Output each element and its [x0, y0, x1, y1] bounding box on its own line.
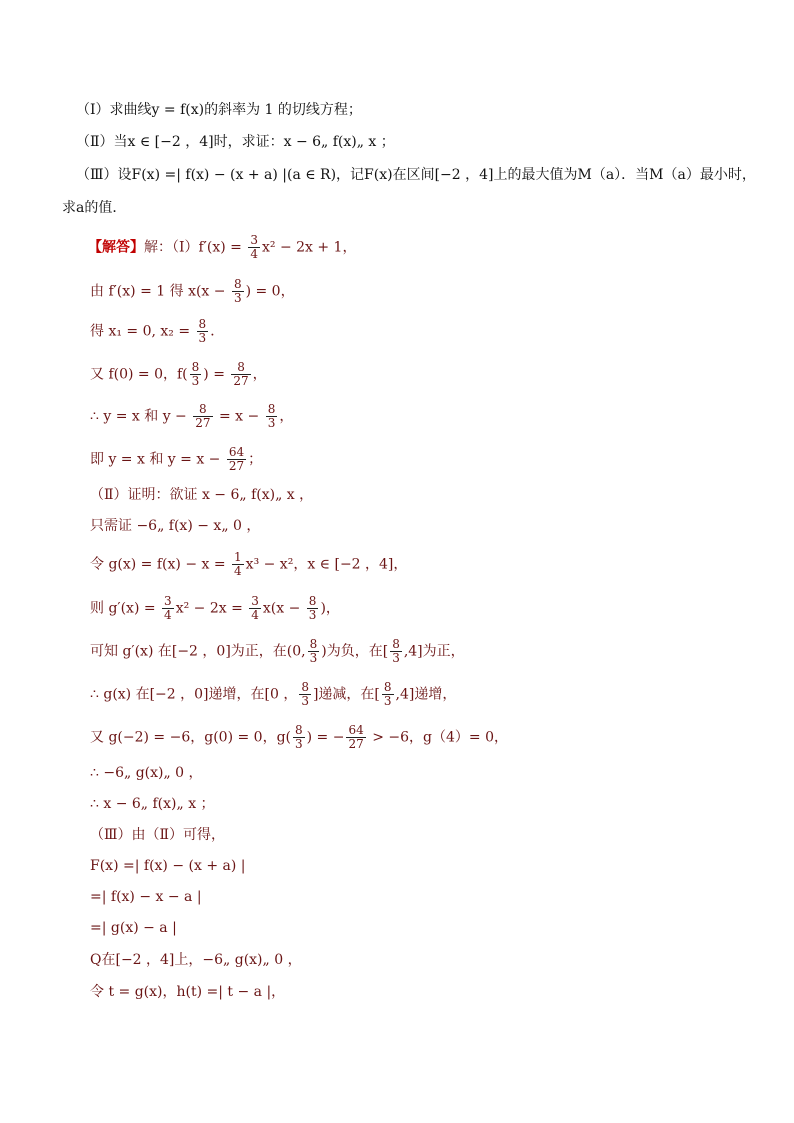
answer-line-12 [90, 681, 456, 708]
numerator: 8 [231, 361, 250, 375]
answer-text: ]递减，在[ [312, 686, 380, 703]
denominator: 4 [234, 564, 242, 578]
numerator: 3 [251, 594, 259, 608]
fraction [227, 446, 246, 473]
answer-line-13 [90, 724, 508, 751]
fraction [390, 638, 402, 665]
answer-line-14: ∴ −6„ g(x)„ 0 ， [90, 765, 203, 781]
numerator: 64 [348, 723, 364, 737]
answer-text: ． [210, 323, 225, 340]
fraction [307, 595, 319, 622]
numerator: 8 [191, 360, 200, 374]
numerator: 8 [308, 594, 317, 608]
fraction [162, 595, 174, 622]
answer-text: x² − 2x = [175, 600, 248, 617]
denominator: 27 [233, 374, 249, 388]
answer-line-3 [90, 318, 224, 345]
fraction [231, 361, 250, 388]
fraction [232, 551, 244, 578]
fraction [382, 681, 394, 708]
denominator: 27 [348, 737, 364, 751]
answer-text: ) = − [306, 729, 345, 746]
answer-text: 解：（Ⅰ）f′(x) = [144, 239, 247, 256]
answer-line-8: 只需证 −6„ f(x) − x„ 0 ， [90, 518, 261, 534]
answer-text: = x − [214, 408, 264, 425]
numerator: 8 [301, 680, 309, 694]
numerator: 8 [233, 277, 242, 291]
answer-text: ∴ g(x) 在[−2 ，0]递增，在[0 ， [90, 686, 298, 703]
denominator: 3 [308, 608, 317, 622]
answer-line-18: =| f(x) − x − a | [90, 889, 202, 905]
answer-text: 令 g(x) = f(x) − x = [90, 556, 231, 573]
answer-text: 由 f′(x) = 1 得 x(x − [90, 283, 230, 300]
answer-text: ) = [203, 366, 230, 383]
fraction [190, 361, 202, 388]
denominator: 3 [309, 651, 318, 665]
question-part-1: （Ⅰ）求曲线y = f(x)的斜率为 1 的切线方程； [76, 102, 362, 118]
denominator: 3 [301, 694, 309, 708]
answer-line-6 [90, 446, 262, 473]
answer-text: 又 g(−2) = −6，g(0) = 0，g( [90, 729, 291, 746]
fraction [193, 403, 212, 430]
denominator: 3 [191, 374, 200, 388]
denominator: 4 [250, 247, 258, 261]
fraction [293, 724, 305, 751]
answer-text: ； [248, 451, 263, 468]
denominator: 3 [383, 694, 392, 708]
answer-text: > −6，g（4）= 0， [367, 729, 508, 746]
numerator: 8 [198, 317, 207, 331]
denominator: 3 [392, 651, 400, 665]
question-part-2: （Ⅱ）当x ∈ [−2 ，4]时，求证：x − 6„ f(x)„ x ； [76, 134, 395, 150]
answer-line-2 [90, 278, 295, 305]
answer-text: 又 f(0) = 0，f( [90, 366, 188, 383]
answer-text: 得 x₁ = 0, x₂ = [90, 323, 195, 340]
numerator: 8 [383, 680, 392, 694]
numerator: 8 [193, 403, 212, 417]
answer-text: ) = 0， [245, 283, 295, 300]
denominator: 27 [228, 459, 245, 473]
numerator: 64 [228, 445, 245, 459]
answer-line-1 [88, 234, 356, 261]
fraction [249, 595, 261, 622]
answer-text: x³ − x²，x ∈ [−2 ，4]， [245, 556, 408, 573]
answer-line-17: F(x) =| f(x) − (x + a) | [90, 858, 246, 874]
answer-line-5 [90, 403, 293, 430]
numerator: 8 [309, 637, 318, 651]
answer-line-10 [90, 595, 340, 622]
question-part-3-line-1: （Ⅲ）设F(x) =| f(x) − (x + a) |(a ∈ R)，记F(x)在区间[−2 ，4]上的最大值为M（a）．当M（a）最小时， [76, 167, 756, 183]
answer-text: )， [320, 600, 340, 617]
answer-line-20: Q在[−2 ，4]上，−6„ g(x)„ 0 ， [90, 952, 302, 968]
answer-text: ∴ y = x 和 y − [90, 408, 192, 425]
fraction [346, 724, 365, 751]
fraction [232, 278, 244, 305]
denominator: 3 [198, 331, 207, 345]
numerator: 8 [392, 637, 400, 651]
numerator: 8 [267, 402, 276, 416]
fraction [248, 234, 260, 261]
fraction [197, 318, 209, 345]
answer-text: 即 y = x 和 y = x − [90, 451, 225, 468]
answer-line-7: （Ⅱ）证明：欲证 x − 6„ f(x)„ x ， [90, 487, 314, 503]
answer-text: x² − 2x + 1， [261, 239, 357, 256]
answer-text: ， [252, 366, 267, 383]
numerator: 3 [164, 594, 172, 608]
answer-line-9 [90, 551, 407, 578]
answer-text: ,4]为正， [403, 643, 465, 660]
answer-line-11 [90, 638, 465, 665]
answer-text: ， [279, 408, 294, 425]
denominator: 3 [295, 737, 303, 751]
fraction [308, 638, 320, 665]
answer-header: 【解答】 [88, 239, 144, 256]
answer-text: )为负，在[ [321, 643, 389, 660]
answer-text: 则 g′(x) = [90, 600, 161, 617]
numerator: 8 [295, 723, 303, 737]
denominator: 3 [267, 416, 276, 430]
denominator: 4 [251, 608, 259, 622]
numerator: 1 [234, 550, 242, 564]
answer-text: ,4]递增， [395, 686, 457, 703]
answer-text: 可知 g′(x) 在[−2 ，0]为正，在(0, [90, 643, 306, 660]
answer-line-15: ∴ x − 6„ f(x)„ x ； [90, 796, 215, 812]
denominator: 3 [233, 291, 242, 305]
question-part-3-line-2: 求a的值． [62, 200, 127, 216]
answer-line-16: （Ⅲ）由（Ⅱ）可得， [90, 827, 226, 843]
answer-line-4 [90, 361, 267, 388]
denominator: 4 [164, 608, 172, 622]
answer-line-21: 令 t = g(x)，h(t) =| t − a |， [90, 984, 286, 1000]
fraction [266, 403, 278, 430]
answer-line-19: =| g(x) − a | [90, 920, 177, 936]
numerator: 3 [250, 233, 258, 247]
denominator: 27 [195, 416, 211, 430]
fraction [299, 681, 311, 708]
answer-text: x(x − [262, 600, 305, 617]
